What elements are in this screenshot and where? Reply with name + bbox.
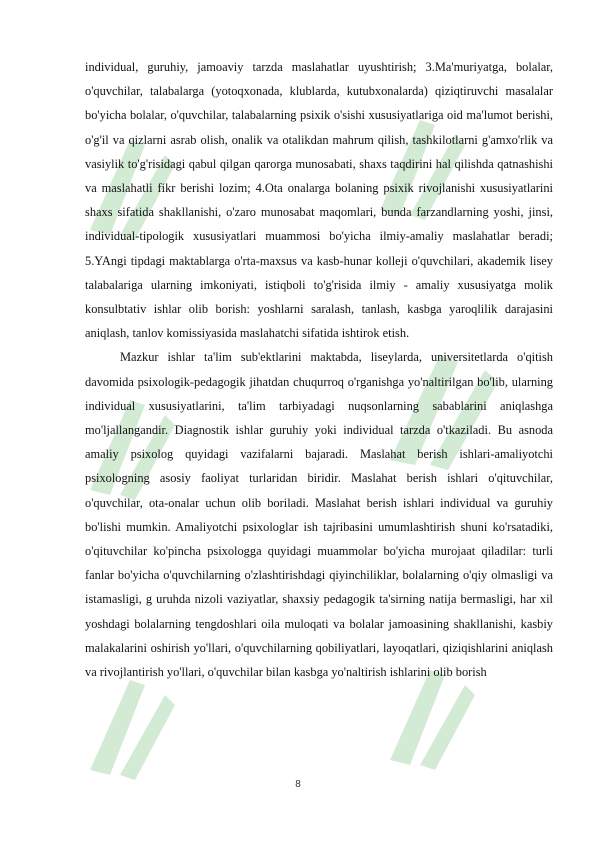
page-number: 8: [295, 779, 301, 790]
paragraph-continuation: individual, guruhiy, jamoaviy tarzda maslahatlar uyushtirish; 3.Ma'muriyatga, bolalar, o'quvchilar, talabalarga (yotoqxonada, klublarda, kutubxonalarda) qiziqtiruvchi masalalar bo'yicha bolalar, o'quvchilar, talabalarning psixik o'sishi xususiyatlariga oid ma'lumot berishi, o'g'il va qizlarni asrab olish, onalik va otalikdan mahrum qilish, tashkilotlarni g'amxo'rlik va vasiylik to'g'risidagi qabul qilgan qarorga munosabati, shaxs taqdirini hal qilishda qatnashishi va maslahatli fikr berishi lozim; 4.Ota onalarga bolaning psixik rivojlanishi xususiyatlarini shaxs sifatida shakllanishi, o'zaro munosabat maqomlari, bunda farzandlarning yoshi, jinsi, individual-tipologik xususiyatlari muammosi bo'yicha ilmiy-amaliy maslahatlar beradi; 5.YAngi tipdagi maktablarga o'rta-maxsus va kasb-hunar kolleji o'quvchilari, akademik lisey talabalariga ularning imkoniyati, istiqboli to'g'risida ilmiy - amaliy xususiyatga molik konsulbtativ ishlar olib borish: yoshlarni saralash, tanlash, kasbga yaroqlilik darajasini aniqlash, tanlov komissiyasida maslahatchi sifatida ishtirok etish.: [85, 60, 553, 341]
paragraph-diagnostics: Mazkur ishlar ta'lim sub'ektlarini maktabda, liseylarda, universitetlarda o'qitish davomida psixologik-pedagogik jihatdan chuqurroq o'rganishga yo'naltirilgan bo'lib, ularning individual xususiyatlarini, ta'lim tarbiyadagi nuqsonlarning sabablarini aniqlashga mo'ljallangandir. Diagnostik ishlar guruhiy yoki individual tarzda o'tkaziladi. Bu asnoda amaliy psixolog quyidagi vazifalarni bajaradi. Maslahat berish ishlari-amaliyotchi psixologning asosiy faoliyat turlaridan biridir. Maslahat berish ishlari o'qituvchilar, o'quvchilar, ota-onalar uchun olib boriladi. Maslahat berish ishlari individual va guruhiy bo'lishi mumkin. Amaliyotchi psixologlar ish tajribasini umumlashtirish shuni ko'rsatadiki, o'qituvchilar ko'pincha psixologga quyidagi muammolar bo'yicha murojaat qiladilar: turli fanlar bo'yicha o'quvchilarning o'zlashtirishdagi qiyinchiliklar, bolalarning o'qiy olmasligi va istamasligi, g uruhda nizoli vaziyatlar, shaxsiy pedagogik ta'sirning natija bermasligi, har xil yoshdagi bolalarning tengdoshlari oila muloqati va bolalar jamoasining shakllanishi, kasbiy malakalarini oshirish yo'llari, o'quvchilarning qobiliyatlari, layoqatlari, qiziqishlarini aniqlash va rivojlantirish yo'llari, o'quvchilar bilan kasbga yo'naltirish ishlarini olib borish: [85, 350, 553, 680]
body-text: [85, 55, 553, 684]
